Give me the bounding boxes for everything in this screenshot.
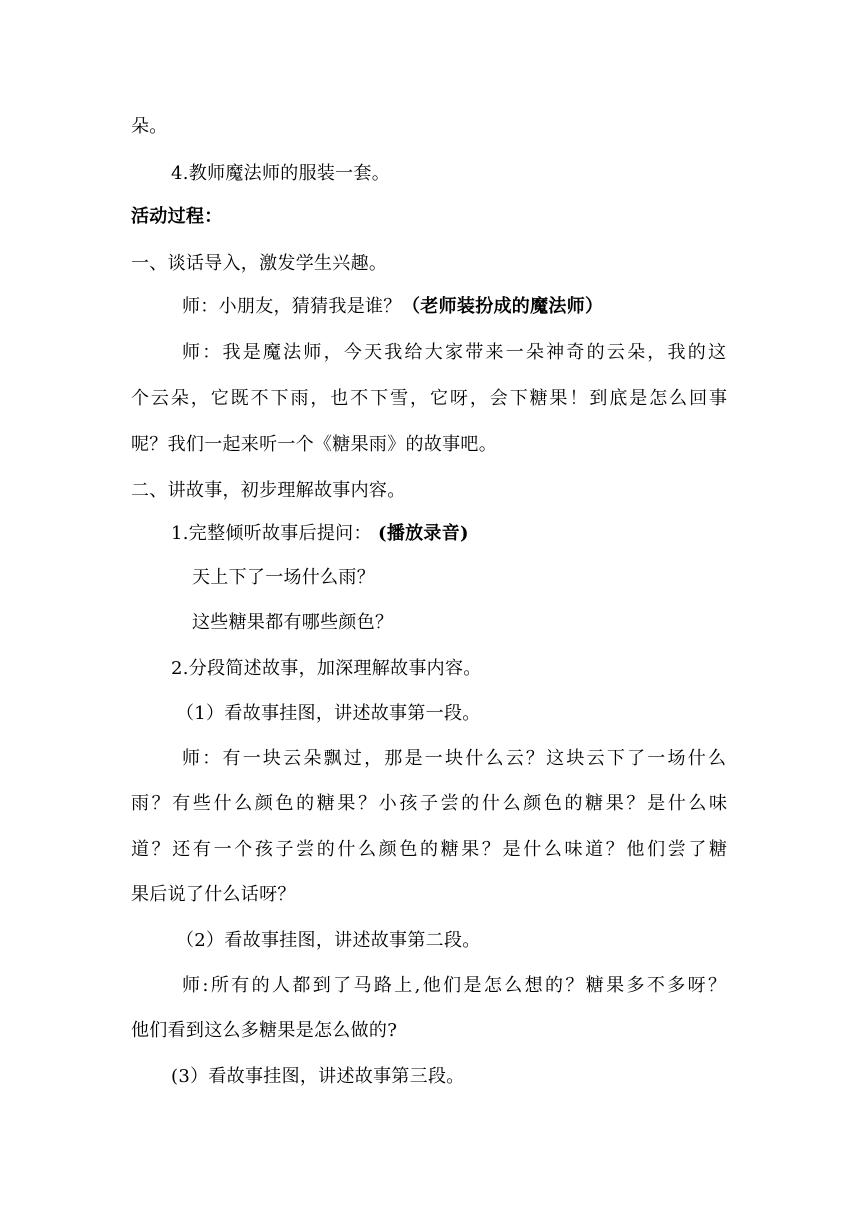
paragraph-line: 他们看到这么多糖果是怎么做的?	[131, 1020, 398, 1041]
step-heading-2: 二、讲故事，初步理解故事内容。	[131, 480, 406, 501]
segment-heading-2: （2）看故事挂图，讲述故事第二段。	[176, 930, 481, 951]
teacher-line: 师：小朋友，猜猜我是谁？	[182, 296, 402, 317]
section-heading-process: 活动过程：	[131, 206, 223, 227]
paragraph-line: 果后说了什么话呀？	[131, 884, 296, 905]
paragraph-line: 道？还有一个孩子尝的什么颜色的糖果？是什么味道？他们尝了糖	[131, 839, 727, 860]
step-heading-1: 一、谈话导入，激发学生兴趣。	[131, 253, 388, 274]
paragraph-line: 师:所有的人都到了马路上,他们是怎么想的？糖果多不多呀？	[182, 975, 726, 996]
paragraph-line: 呢？我们一起来听一个《糖果雨》的故事吧。	[131, 434, 497, 455]
sub-step-1: 1.完整倾听故事后提问：	[171, 523, 372, 544]
paragraph-line: 师：我是魔法师，今天我给大家带来一朵神奇的云朵，我的这	[182, 342, 726, 363]
text-line: 朵。	[131, 116, 168, 137]
sub-step-2: 2.分段简述故事，加深理解故事内容。	[171, 658, 482, 679]
paragraph-line: 个云朵，它既不下雨，也不下雪，它呀，会下糖果！到底是怎么回事	[131, 388, 727, 409]
question-line: 天上下了一场什么雨？	[192, 567, 375, 588]
stage-direction: (播放录音)	[378, 523, 469, 544]
segment-heading-3: (3）看故事挂图，讲述故事第三段。	[171, 1066, 465, 1087]
stage-direction: （老师装扮成的魔法师）	[402, 296, 604, 317]
material-item-4: 4.教师魔法师的服装一套。	[171, 163, 391, 184]
segment-heading-1: （1）看故事挂图，讲述故事第一段。	[176, 703, 481, 724]
paragraph-line: 雨？有些什么颜色的糖果？小孩子尝的什么颜色的糖果？是什么味	[131, 793, 727, 814]
question-line: 这些糖果都有哪些颜色？	[192, 612, 394, 633]
paragraph-line: 师：有一块云朵飘过，那是一块什么云？这块云下了一场什么	[182, 748, 726, 769]
